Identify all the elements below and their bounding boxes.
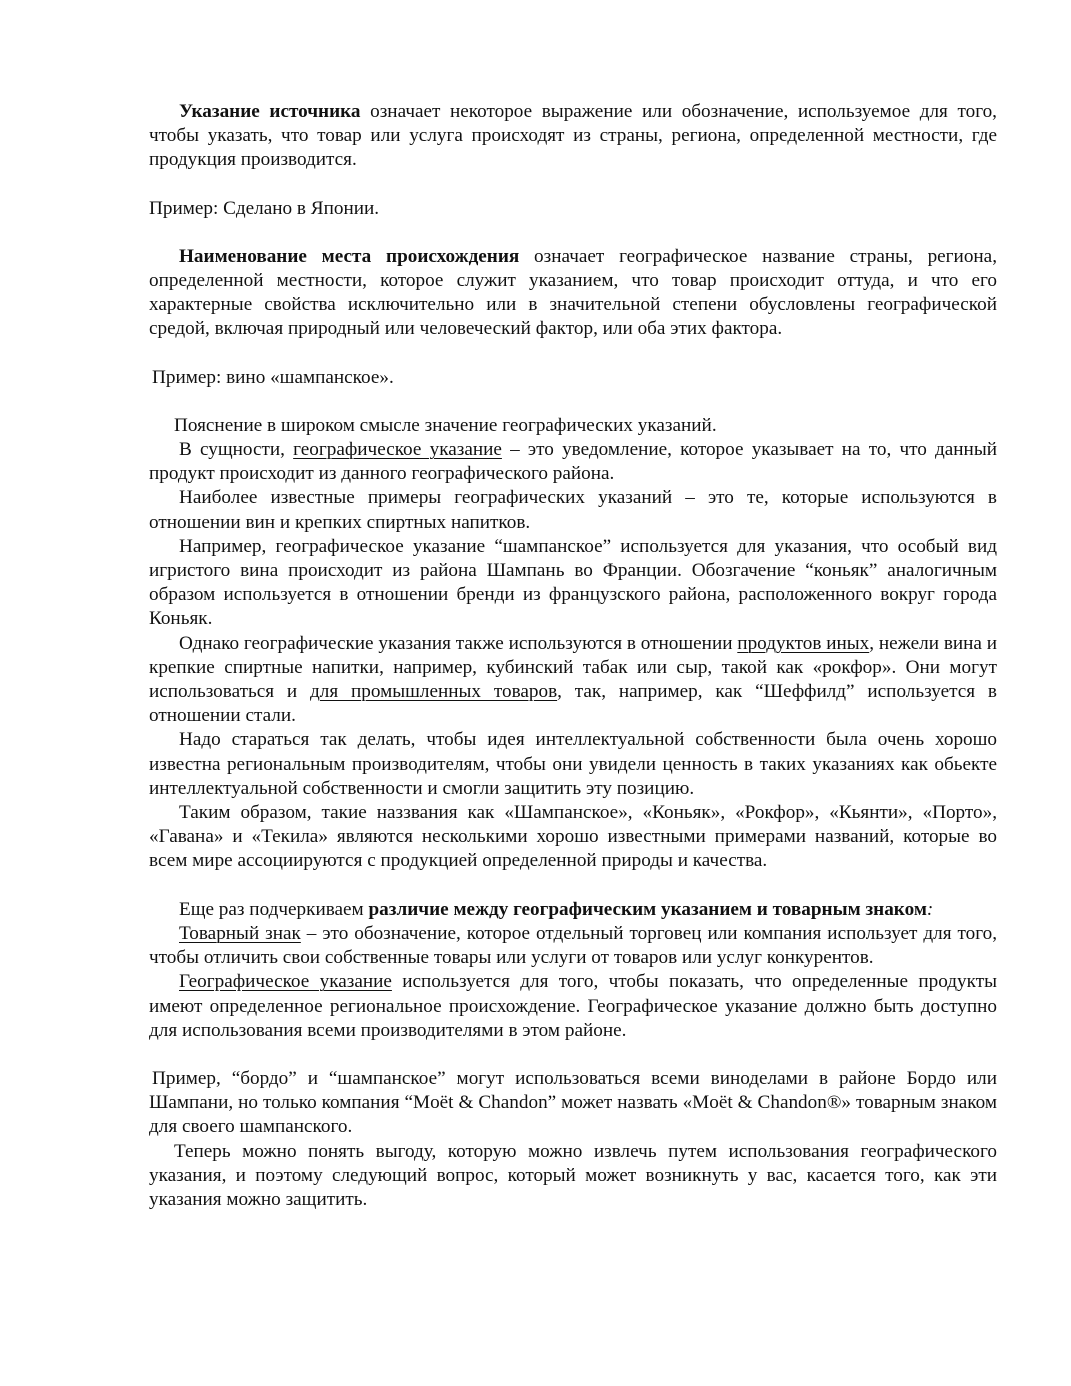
underlined-geographical-indication: географическое указание bbox=[293, 439, 502, 461]
paragraph-text: Еще раз подчеркиваем bbox=[179, 898, 369, 920]
paragraph-trademark bbox=[149, 922, 997, 970]
paragraph-gi-definition bbox=[149, 438, 997, 486]
paragraph-source-indication bbox=[149, 100, 997, 173]
spacer bbox=[149, 173, 997, 197]
paragraph-text: Однако географические указания также используются в отношении bbox=[179, 632, 738, 654]
paragraph-text: – это уведомление, которое указывает на то, что данный продукт происходит из данного географического района. bbox=[149, 439, 997, 485]
term-appellation-of-origin: Наименование места происхождения bbox=[179, 245, 520, 267]
paragraph-text: – это обозначение, которое отдельный торговец или компания использует для того, чтобы отличить свои собственные товары или услуги от товаров или услуг конкурентов. bbox=[149, 922, 997, 969]
colon: : bbox=[926, 898, 934, 920]
paragraph-text: , нежели вина и крепкие спиртные напитки, например, кубинский табак или сыр, такой как «рокфор». Они могут использоваться и bbox=[149, 632, 998, 703]
term-difference: различие между географическим указанием и товарным знаком bbox=[368, 898, 927, 920]
underlined-other-products: продуктов иных bbox=[737, 632, 870, 654]
spacer bbox=[149, 1043, 997, 1067]
paragraph-other-products bbox=[149, 632, 997, 729]
underlined-geographical-indication-2: Географическое указание bbox=[179, 971, 392, 993]
paragraph-text: означает некоторое выражение или обозначение, используемое для того, чтобы указать, что товар или услуга происходят из страны, региона, определенной местности, где продукция производится. bbox=[149, 101, 997, 171]
paragraph-text: используется для того, чтобы показать, что определенные продукты имеют определенное региональное происхождение. Географическое указание должно быть доступно для использования всеми производителями в этом районе. bbox=[149, 971, 997, 1041]
explanation-heading: Пояснение в широком смысле значение географических указаний. bbox=[174, 414, 717, 436]
term-source-indication: Указание источника bbox=[179, 101, 361, 122]
paragraph-text: , так, например, как “Шеффилд” используется в отношении стали. bbox=[149, 681, 997, 727]
underlined-industrial-goods: для промышленных товаров bbox=[310, 681, 558, 703]
paragraph-wine-spirits: Наиболее известные примеры географических указаний – это те, которые используются в отношении вин и крепких спиртных напитков. bbox=[149, 487, 997, 533]
spacer bbox=[149, 390, 997, 414]
paragraph-text: означает географическое название страны, региона, определенной местности, которое служит указанием, что товар происходит оттуда, и что его характерные свойства исключительно или в значительной степени обусловлены географической средой, включая природный или человеческий фактор, или оба этих фактора. bbox=[149, 245, 997, 340]
spacer bbox=[149, 874, 997, 898]
paragraph-ip-awareness: Надо стараться так делать, чтобы идея интеллектуальной собственности была очень хорошо известна региональным производителям, чтобы они увидели ценность в таких указаниях как обьекте интеллектуальной собственности и смогли защитить эту позицию. bbox=[149, 729, 997, 799]
paragraph-text: В сущности, bbox=[179, 439, 294, 461]
paragraph-geographical-indication bbox=[149, 970, 997, 1043]
paragraph-famous-names: Таким образом, такие наззвания как «Шампанское», «Коньяк», «Рокфор», «Кьянти», «Порто», «Гавана» и «Текила» являются несколькими хорошо известными примерами названий, которые во всем мире ассоциируются с продукцией определенной природы и качества. bbox=[149, 802, 997, 872]
paragraph-protection: Теперь можно понять выгоду, которую можно извлечь путем использования географического указания, и поэтому следующий вопрос, который может возникнуть у вас, касается того, как эти указания можно защитить. bbox=[149, 1140, 997, 1210]
paragraph-bordeaux-example: Пример, “бордо” и “шампанское” могут использоваться всеми виноделами в районе Бордо или Шампани, но только компания “Moët & Chandon” может назвать «Moët & Chandon®» товарным знаком для своего шампанского. bbox=[149, 1067, 997, 1138]
document-page bbox=[149, 100, 997, 1212]
paragraph-champagne-cognac: Например, географическое указание “шампанское” используется для указания, что особый вид игристого вина происходит из района Шампань во Франции. Обозгачение “коньяк” аналогичным образом используется в отношении бренди из французского района, расположенного вокруг города Коньяк. bbox=[149, 535, 997, 630]
underlined-trademark: Товарный знак bbox=[179, 922, 301, 944]
example-champagne: Пример: вино «шампанское». bbox=[152, 366, 394, 388]
spacer bbox=[149, 342, 997, 366]
example-japan: Пример: Сделано в Японии. bbox=[149, 197, 380, 219]
paragraph-appellation-of-origin bbox=[149, 245, 997, 342]
spacer bbox=[149, 221, 997, 245]
paragraph-difference-heading bbox=[149, 898, 997, 922]
